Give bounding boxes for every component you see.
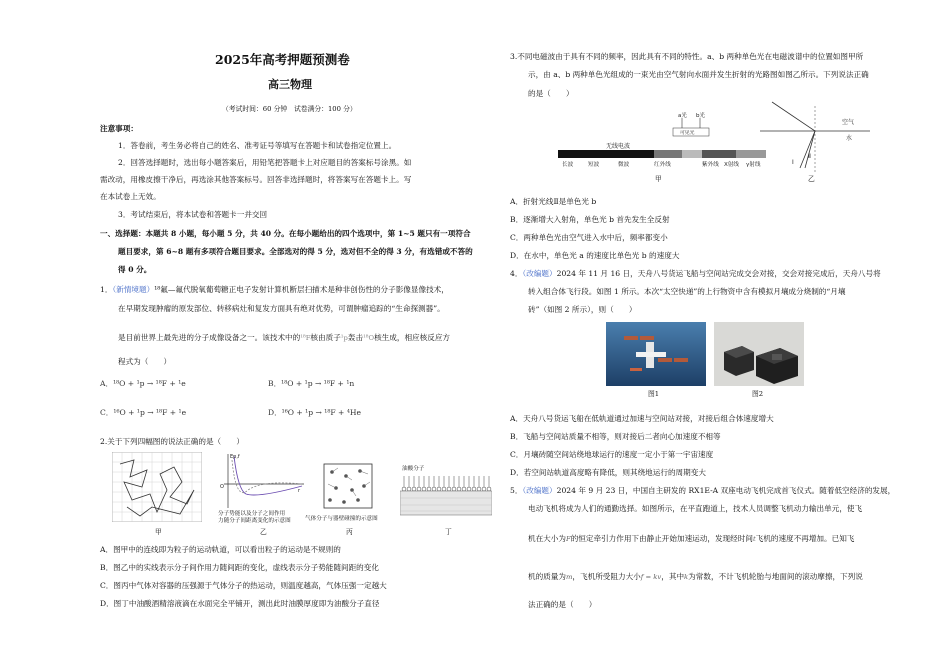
q3-a-light-label: a光	[678, 113, 687, 119]
q1-line3	[118, 333, 450, 343]
q5-var-m: m	[565, 573, 573, 581]
q4-figure1-space-station	[606, 322, 706, 386]
q3-spec-label-0: 长波	[562, 162, 574, 168]
q1-line1	[100, 285, 449, 295]
section1-l3: 得 0 分。	[118, 265, 152, 274]
q3-fig-jia: 甲	[655, 175, 662, 183]
exam-subject: 高三物理	[268, 78, 312, 91]
q3-option-d[interactable]: D．在水中，单色光 a 的速度比单色光 b 的速度大	[510, 251, 680, 260]
q2-option-c[interactable]: C．图丙中气体对容器的压强源于气体分子的热运动，则温度越高，气体压强一定越大	[100, 581, 387, 590]
q2-label-ding: 丁	[445, 528, 452, 536]
q5-var-t: t	[752, 535, 756, 543]
q3-spec-label-1: 短波	[588, 162, 600, 168]
q3-ray1-label: Ⅰ	[792, 159, 794, 166]
q1-option-c[interactable]: C．¹⁶O + ¹p → ¹⁸F + ¹e	[100, 408, 187, 417]
q3-spec-label-6: γ射线	[746, 162, 761, 168]
q1-text-1: ¹⁸氟—氟代脱氧葡萄糖正电子发射计算机断层扫描术是种非创伤性的分子影像显像技术，	[154, 285, 449, 294]
q2-option-a[interactable]: A．图甲中的连线即为粒子的运动轨道，可以看出粒子的运动是不规则的	[100, 545, 341, 554]
q3-spec-label-5: X射线	[724, 162, 740, 168]
q1-option-b[interactable]: B．¹⁸O + ¹p → ¹⁸F + ¹n	[268, 379, 355, 388]
q5-formula-f-kv: f = kv	[640, 573, 662, 581]
q3-refraction-figure	[760, 96, 870, 176]
q1-option-a[interactable]: A．¹⁸O + ¹p → ¹⁸F + ¹e	[100, 379, 186, 388]
q1-text-3b: 核由质子	[310, 333, 341, 342]
q5-line4	[528, 572, 863, 582]
q1-text-3d: 核生成，相应核反应方	[374, 333, 451, 342]
q5-var-k: k	[684, 573, 689, 581]
q3-line2: 示，由 a、b 两种单色光组成的一束光由空气射向水面并发生折射的光路图如图乙所示。下列说法正确	[528, 70, 869, 79]
q1-text-3c: 轰击	[347, 333, 364, 342]
q4-tag: （改编题）	[522, 269, 557, 278]
q4-fig2-label: 图2	[752, 390, 764, 398]
q2-stem: 2.关于下列四幅图的说法正确的是（ ）	[100, 437, 244, 446]
q2-figure-brownian	[112, 452, 202, 522]
notes-heading: 注意事项：	[100, 124, 138, 133]
q2-option-b[interactable]: B．图乙中的实线表示分子间作用力随间距的变化，虚线表示分子势能随间距的变化	[100, 563, 379, 572]
q5-text-1: 2024 年 9 月 23 日，中国自主研发的 RX1E-A 双座电动飞机完成首飞仪式。随着低空经济的发展，	[556, 486, 896, 495]
q2-caption-b1: 分子势能以及分子之间作用	[218, 511, 286, 517]
q1-number: 1．	[100, 285, 113, 294]
q5-text-4e: ，其中	[661, 572, 685, 581]
q3-line1: 3.不同电磁波由于具有不同的频率，因此具有不同的特性。a、b 两种单色光在电磁波谱中的位置如图甲所	[510, 52, 864, 61]
q3-ray2-label: Ⅱ	[808, 153, 811, 160]
q2-label-bing: 丙	[346, 528, 353, 536]
q3-fig-yi: 乙	[808, 175, 815, 183]
note-3: 3．考试结束后，将本试卷和答题卡一并交回	[118, 210, 268, 219]
q3-option-b[interactable]: B．逐渐增大入射角，单色光 b 首先发生全反射	[510, 215, 670, 224]
q3-spec-label-3: 红外线	[654, 162, 671, 168]
q1-tag: （新情境题）	[112, 285, 155, 294]
note-2c: 在本试卷上无效。	[100, 192, 161, 201]
q4-line3: 砖”（如图 2 所示），则（ ）	[528, 305, 637, 314]
q5-text-3a: 机在大小为	[528, 534, 566, 543]
q3-line3: 的是（ ）	[528, 89, 574, 98]
q1-f-nucleus-symbol: ¹⁸F	[300, 334, 311, 342]
q4-line2: 转入组合体飞行段。如图 1 所示。本次“太空快递”的上行物资中含有模拟月壤成分烧制的“月壤	[528, 287, 846, 296]
q4-line1	[510, 269, 881, 279]
q5-text-4g: 为常数，不计飞机轮胎与地面间的滚动摩擦，下列说	[688, 572, 863, 581]
section1-l2: 题目要求，第 6~8 题有多项符合题目要求。全部选对的得 5 分，选对但不全的得 3 分，有选错或不答的	[118, 247, 473, 256]
q5-number: 5．	[510, 486, 523, 495]
q3-visible-label: 可见光	[680, 131, 695, 136]
q1-text-3a: 是目前世界上最先进的分子成像设备之一。该技术中的	[118, 333, 301, 342]
q1-option-d[interactable]: D．¹⁶O + ¹p → ¹⁸F + ⁴He	[268, 408, 361, 417]
q5-var-F: F	[565, 535, 571, 543]
q2-caption-b2: 力随分子间距离变化的示意图	[218, 518, 291, 524]
q2-label-yi: 乙	[260, 528, 267, 536]
q3-spec-label-4: 紫外线	[702, 162, 719, 168]
q4-option-b[interactable]: B．飞船与空间站质量不相等，则对接后二者向心加速度不相等	[510, 432, 721, 441]
q3-air-label: 空气	[842, 119, 855, 126]
q1-line4: 程式为（ ）	[118, 357, 172, 366]
q4-fig1-label: 图1	[648, 390, 660, 398]
q2-axis-x-label: r	[298, 488, 301, 494]
q1-proton-symbol: ¹p	[340, 334, 348, 342]
q4-text-1: 2024 年 11 月 16 日，天舟八号货运飞船与空间站完成交会对接，交会对接完成后，天舟八号将	[556, 269, 881, 278]
q4-figure2-lunar-bricks	[714, 322, 804, 386]
q2-origin-label: O	[220, 484, 224, 490]
q4-option-d[interactable]: D．若空间站轨道高度略有降低，则其绕地运行的周期变大	[510, 468, 706, 477]
q4-option-c[interactable]: C．月壤砖随空间站绕地球运行的速度一定小于第一宇宙速度	[510, 450, 714, 459]
q2-axis-y-label: Ep,f	[230, 454, 240, 460]
q5-line3	[528, 534, 854, 544]
q4-option-a[interactable]: A．天舟八号货运飞船在低轨道通过加速与空间站对接，对接后组合体速度增大	[510, 414, 774, 423]
q5-line5: 法正确的是（ ）	[528, 600, 597, 609]
q2-caption-c: 气体分子与器壁碰撞的示意图	[305, 516, 378, 522]
exam-title: 2025年高考押题预测卷	[215, 52, 350, 67]
note-1: 1．答卷前，考生务必将自己的姓名、准考证号等填写在答题卡和试卷指定位置上。	[118, 141, 397, 150]
q3-radio-label: 无线电波	[606, 143, 631, 150]
q3-b-light-label: b光	[696, 113, 705, 119]
q5-text-3c: 的恒定牵引力作用下由静止开始加速运动，发现经时间	[570, 534, 753, 543]
q5-line2: 电动飞机将成为人们的通勤选择。如图所示，在平直跑道上，技术人员调整飞机动力输出单元，使飞	[528, 504, 863, 513]
q5-line1	[510, 486, 895, 496]
q3-option-c[interactable]: C．两种单色光由空气进入水中后，频率都变小	[510, 233, 668, 242]
q5-text-4a: 机的质量为	[528, 572, 566, 581]
q2-option-d[interactable]: D．图丁中油酸酒精溶液滴在水面完全平铺开，测出此时油膜厚度即为油酸分子直径	[100, 599, 380, 608]
q5-text-4c: ，飞机所受阻力大小	[572, 572, 641, 581]
q2-figure-potential	[218, 450, 306, 510]
q3-water-label: 水	[846, 135, 853, 142]
q2-figure-oil-film	[400, 474, 492, 516]
q2-caption-d: 油酸分子	[402, 466, 425, 472]
section1-l1: 一、选择题：本题共 8 小题，每小题 5 分，共 40 分。在每小题给出的四个选项中，第 1~5 题只有一项符合	[100, 229, 471, 238]
q5-tag: （改编题）	[522, 486, 557, 495]
q3-option-a[interactable]: A．折射光线Ⅱ是单色光 b	[510, 197, 597, 206]
q3-spec-label-2: 微波	[618, 162, 630, 168]
q4-number: 4．	[510, 269, 523, 278]
q2-figure-gas	[318, 462, 380, 510]
q2-label-jia: 甲	[155, 528, 162, 536]
note-2b: 需改动，用橡皮擦干净后，再选涂其他答案标号。回答非选择题时，将答案写在答题卡上。写	[100, 175, 412, 184]
q3-spectrum-figure	[558, 108, 768, 174]
q1-line2: 在早期发现肿瘤的原发部位、转移病灶和复发方面具有绝对优势，可谓肿瘤追踪的“生命探测器”。	[118, 304, 445, 313]
q1-o-nucleus-symbol: ¹⁸O	[363, 334, 375, 342]
q5-text-3e: 飞机的速度不再增加。已知飞	[755, 534, 855, 543]
note-2a: 2．回答选择题时，选出每小题答案后，用铅笔把答题卡上对应题目的答案标号涂黑。如	[118, 158, 412, 167]
exam-info: （考试时间：60 分钟 试卷满分：100 分）	[222, 105, 357, 113]
